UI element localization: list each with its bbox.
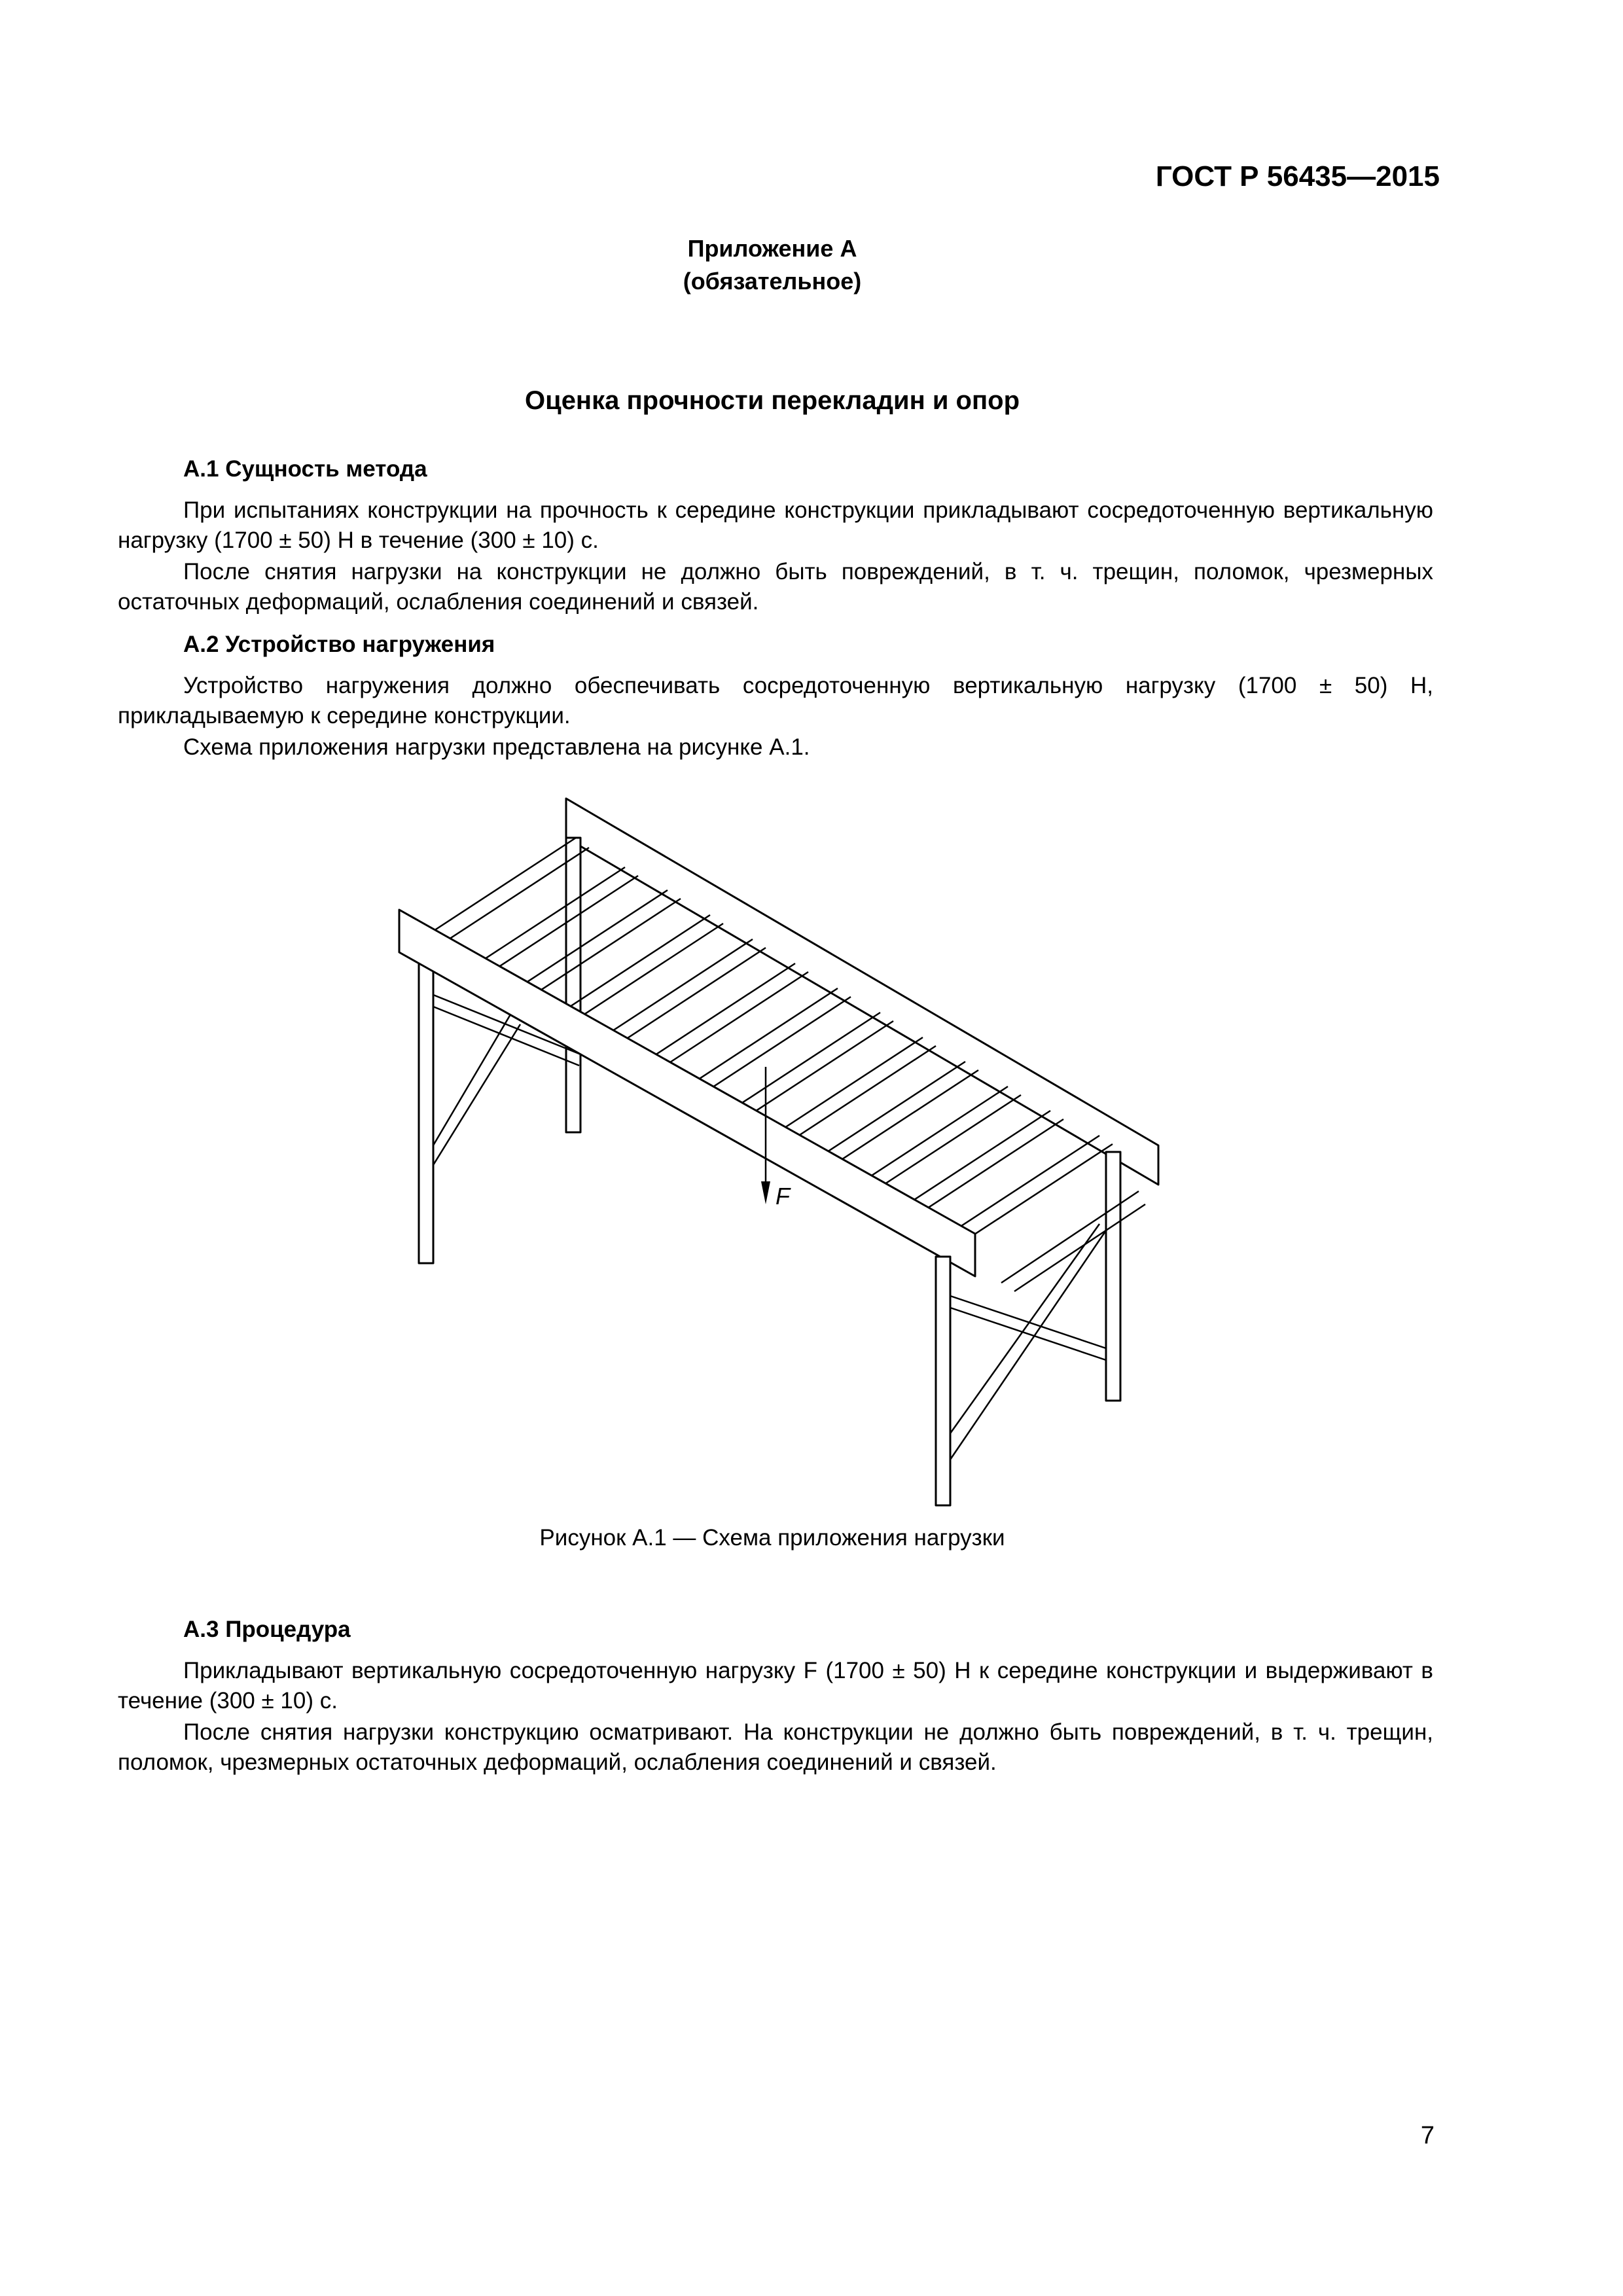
section-a1-paragraph-1: При испытаниях конструкции на прочность к середине конструкции прикладывают сосредоточенную вертикальную нагрузку (1700 ± 50) Н в течение (300 ± 10) с. xyxy=(118,497,1433,553)
load-scheme-figure xyxy=(353,779,1204,1525)
annex-heading xyxy=(0,232,1544,298)
back-right-leg xyxy=(1106,1152,1120,1401)
section-a2-paragraph-2: Схема приложения нагрузки представлена на рисунке А.1. xyxy=(183,734,810,760)
section-a3-paragraph-1: Прикладывают вертикальную сосредоточенную нагрузку F (1700 ± 50) Н к середине конструкции и выдерживают в течение (300 ± 10) с. xyxy=(118,1658,1433,1713)
section-a1-heading: А.1 Сущность метода xyxy=(183,456,427,482)
back-rail xyxy=(566,798,1158,1185)
annex-status: (обязательное) xyxy=(683,268,862,295)
force-label: F xyxy=(776,1183,790,1210)
right-brace-horizontal xyxy=(950,1296,1106,1348)
front-left-leg xyxy=(419,962,433,1263)
force-arrow-head xyxy=(761,1181,770,1204)
figure-caption: Рисунок А.1 — Схема приложения нагрузки xyxy=(539,1525,1005,1551)
annex-title: Приложение А xyxy=(687,235,857,262)
page-title: Оценка прочности перекладин и опор xyxy=(524,386,1020,415)
page-number: 7 xyxy=(1420,2122,1435,2149)
crossbars xyxy=(406,838,1145,1291)
back-left-leg xyxy=(566,838,580,1132)
section-a3-paragraph-2: После снятия нагрузки конструкцию осматривают. На конструкции не должно быть повреждений, в т. ч. трещин, поломок, чрезмерных остаточных деформаций, ослабления соединений и связей. xyxy=(118,1719,1433,1775)
front-right-leg xyxy=(936,1257,950,1505)
section-a1-paragraph-2: После снятия нагрузки на конструкции не должно быть повреждений, в т. ч. трещин, поломок, чрезмерных остаточных деформаций, ослабления соединений и связей. xyxy=(118,559,1433,615)
section-a2-heading: А.2 Устройство нагружения xyxy=(183,632,495,657)
left-brace-diagonal xyxy=(433,1014,510,1145)
document-id-header: ГОСТ Р 56435—2015 xyxy=(1155,160,1440,192)
section-a3-heading: А.3 Процедура xyxy=(183,1617,351,1642)
front-rail xyxy=(399,910,975,1276)
section-a2-paragraph-1: Устройство нагружения должно обеспечивать сосредоточенную вертикальную нагрузку (1700 ± 50) Н, прикладываемую к середине конструкции. xyxy=(118,673,1433,728)
